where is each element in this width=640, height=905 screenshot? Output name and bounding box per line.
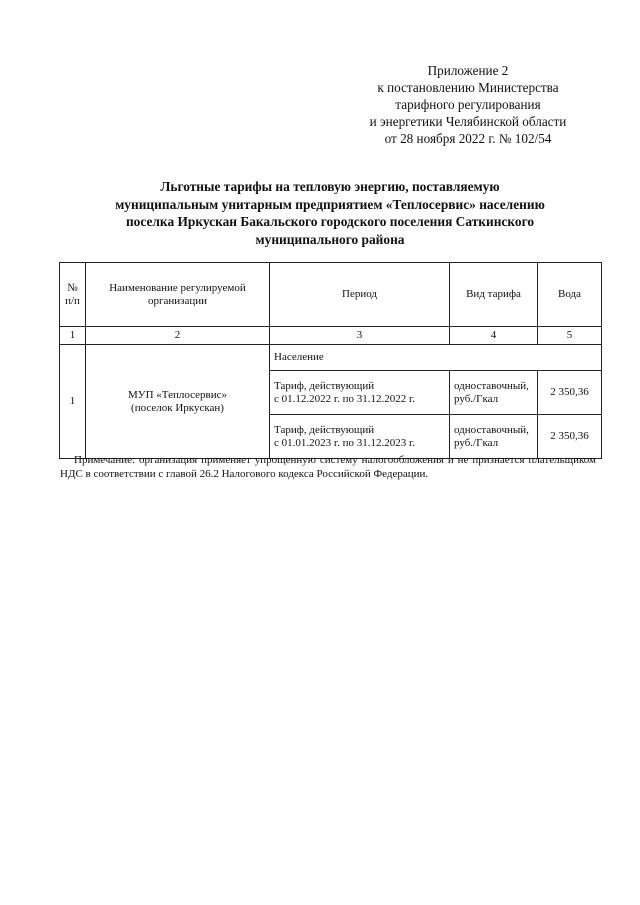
appendix-line: и энергетики Челябинской области (369, 114, 567, 129)
org-location: (поселок Иркускан) (131, 401, 224, 414)
org-name: МУП «Теплосервис» (128, 388, 227, 401)
tariff-table (59, 262, 602, 459)
appendix-line: Приложение 2 (427, 63, 509, 78)
table-header-row (60, 263, 602, 327)
tariff-type-cell (450, 415, 538, 459)
title-line: муниципального района (255, 231, 405, 247)
title-line: поселка Иркускан Бакальского городского поселения Саткинского (125, 214, 535, 229)
appendix-header (340, 62, 596, 147)
water-value: 2 350,36 (538, 415, 602, 459)
column-number: 5 (538, 327, 602, 345)
title-line: Льготные тарифы на тепловую энергию, поставляемую (160, 179, 500, 194)
column-number: 4 (450, 327, 538, 345)
period-range: с 01.01.2023 г. по 31.12.2023 г. (274, 436, 416, 449)
footnote: Примечание: организация применяет упрощенную систему налогообложения и не признается плательщиком НДС в соответствии с главой 26.2 Налогового кодекса Российской Федерации. (60, 454, 596, 480)
appendix-line: тарифного регулирования (395, 97, 541, 112)
period-range: с 01.12.2022 г. по 31.12.2022 г. (274, 392, 416, 405)
appendix-line: к постановлению Министерства (377, 80, 559, 95)
org-cell (86, 345, 270, 459)
period-cell (270, 415, 450, 459)
column-number: 2 (86, 327, 270, 345)
tariff-type: одноставочный, (454, 423, 529, 436)
header-water: Вода (538, 263, 602, 327)
tariff-type-cell (450, 371, 538, 415)
column-number: 1 (60, 327, 86, 345)
period-cell (270, 371, 450, 415)
title-line: муниципальным унитарным предприятием «Теплосервис» населению (115, 196, 545, 212)
tariff-type: одноставочный, (454, 379, 529, 392)
column-number-row (60, 327, 602, 345)
tariff-unit: руб./Гкал (454, 392, 499, 405)
column-number: 3 (270, 327, 450, 345)
row-num: 1 (60, 345, 86, 459)
period-label: Тариф, действующий (274, 423, 375, 436)
water-value: 2 350,36 (538, 371, 602, 415)
period-label: Тариф, действующий (274, 379, 375, 392)
document-title (60, 178, 600, 248)
header-org: Наименование регулируемой организации (86, 263, 270, 327)
header-type: Вид тарифа (450, 263, 538, 327)
header-num: № п/п (60, 263, 86, 327)
header-period: Период (270, 263, 450, 327)
appendix-line: от 28 ноября 2022 г. № 102/54 (384, 131, 552, 146)
tariff-unit: руб./Гкал (454, 436, 499, 449)
table-row (60, 345, 602, 371)
group-label: Население (270, 345, 602, 371)
